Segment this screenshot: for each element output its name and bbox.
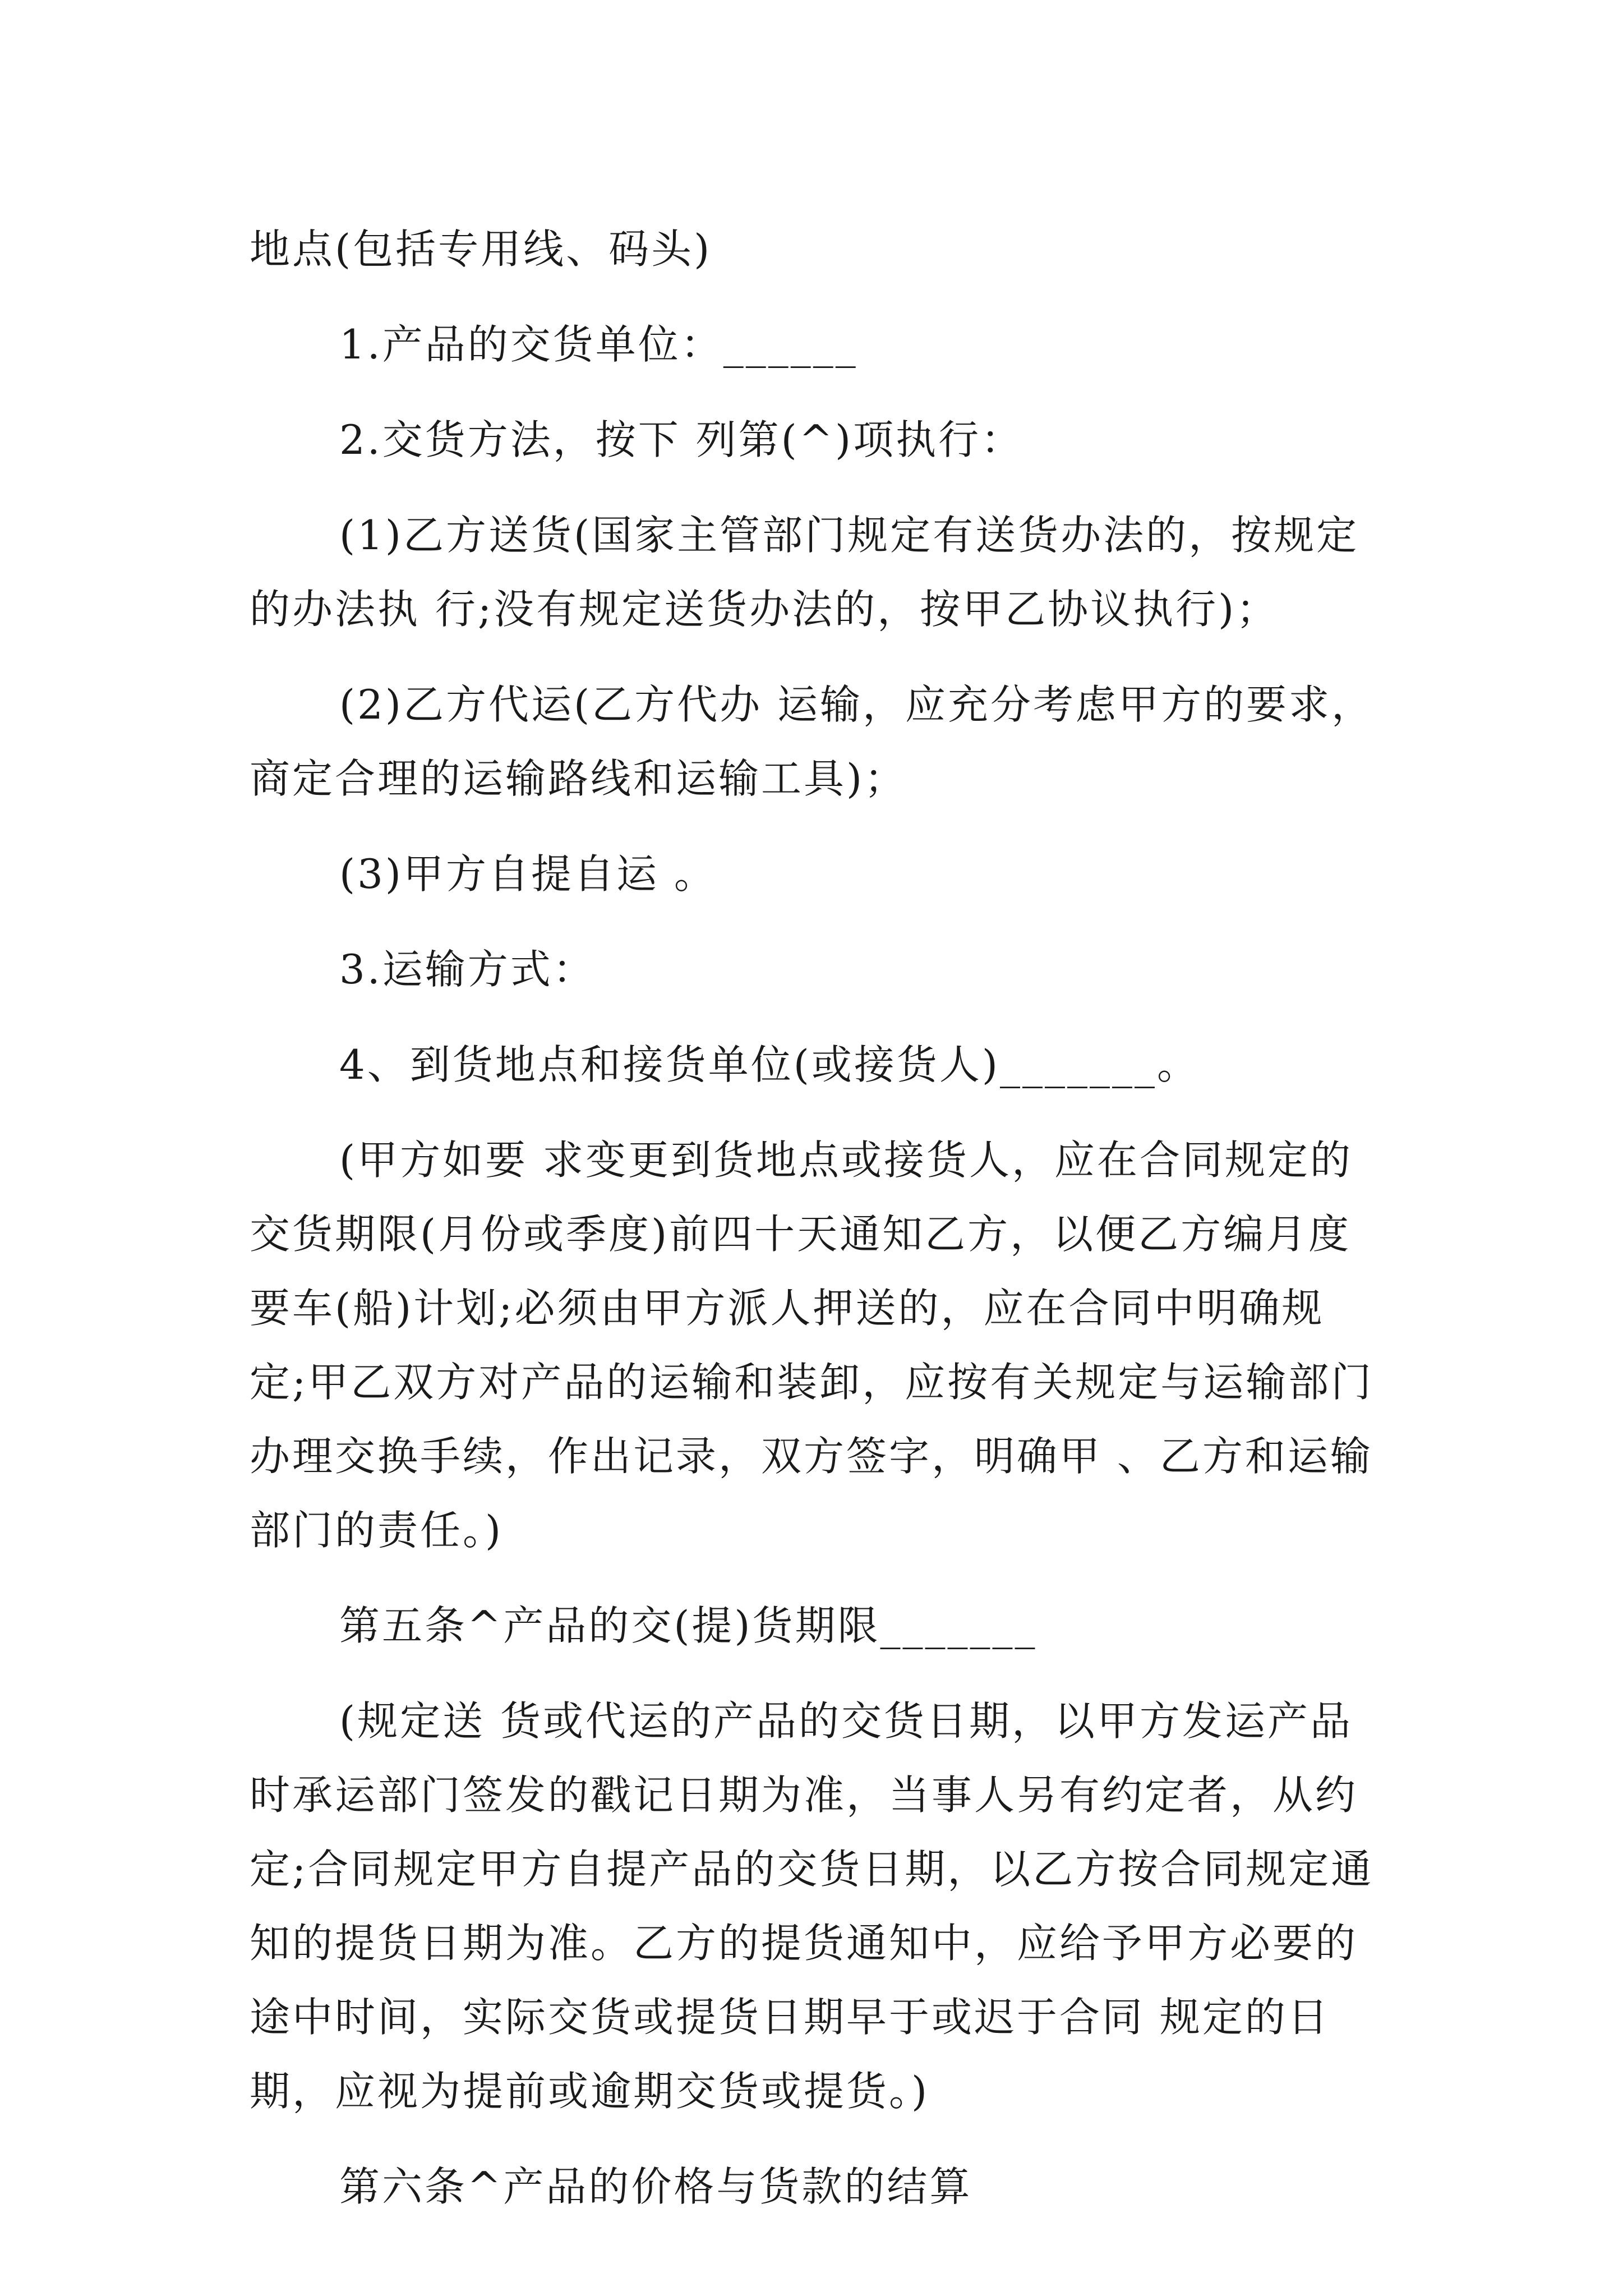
document-body	[250, 212, 1382, 2224]
paragraph-arrival-location: 4、到货地点和接货单位(或接货人)_______。	[339, 1041, 1200, 1088]
paragraph-delivery-date-rules: (规定送 货或代运的产品的交货日期，以甲方发运产品时承运部门签发的戳记日期为准，当事人另有约定者，从约定;合同规定甲方自提产品的交货日期，以乙方按合同规定通知的提货日期为准。乙方的提货通知中，应给予甲方必要的途中时间，实际交货或提货日期早于或迟于合同 规定的日期，应视为提前或逾期交货或提货。)	[250, 1697, 1374, 2115]
paragraph-delivery-method: 2.交货方法，按下 列第(^)项执行：	[339, 416, 1024, 463]
paragraph-option-3: (3)甲方自提自运 。	[339, 850, 717, 898]
paragraph-delivery-unit: 1.产品的交货单位：______	[339, 321, 858, 368]
paragraph-delivery-location: 地点(包括专用线、码头)	[250, 226, 712, 273]
paragraph-option-1: (1)乙方送货(国家主管部门规定有送货办法的，按规定的办法执 行;没有规定送货办法的，按甲乙协议执行)；	[250, 512, 1359, 633]
paragraph-option-2: (2)乙方代运(乙方代办 运输，应充分考虑甲方的要求，商定合理的运输路线和运输工具)；	[250, 681, 1374, 802]
paragraph-article-5: 第五条^产品的交(提)货期限_______	[339, 1602, 1038, 1649]
paragraph-change-notice: (甲方如要 求变更到货地点或接货人，应在合同规定的交货期限(月份或季度)前四十天通知乙方，以便乙方编月度要车(船)计划;必须由甲方派人押送的，应在合同中明确规定;甲乙双方对产品的运输和装卸，应按有关规定与运输部门办理交换手续，作出记录，双方签字，明确甲 、乙方和运输部门的责任。)	[250, 1137, 1374, 1554]
paragraph-transport-mode: 3.运输方式：	[339, 946, 596, 993]
paragraph-article-6: 第六条^产品的价格与货款的结算	[339, 2163, 972, 2210]
